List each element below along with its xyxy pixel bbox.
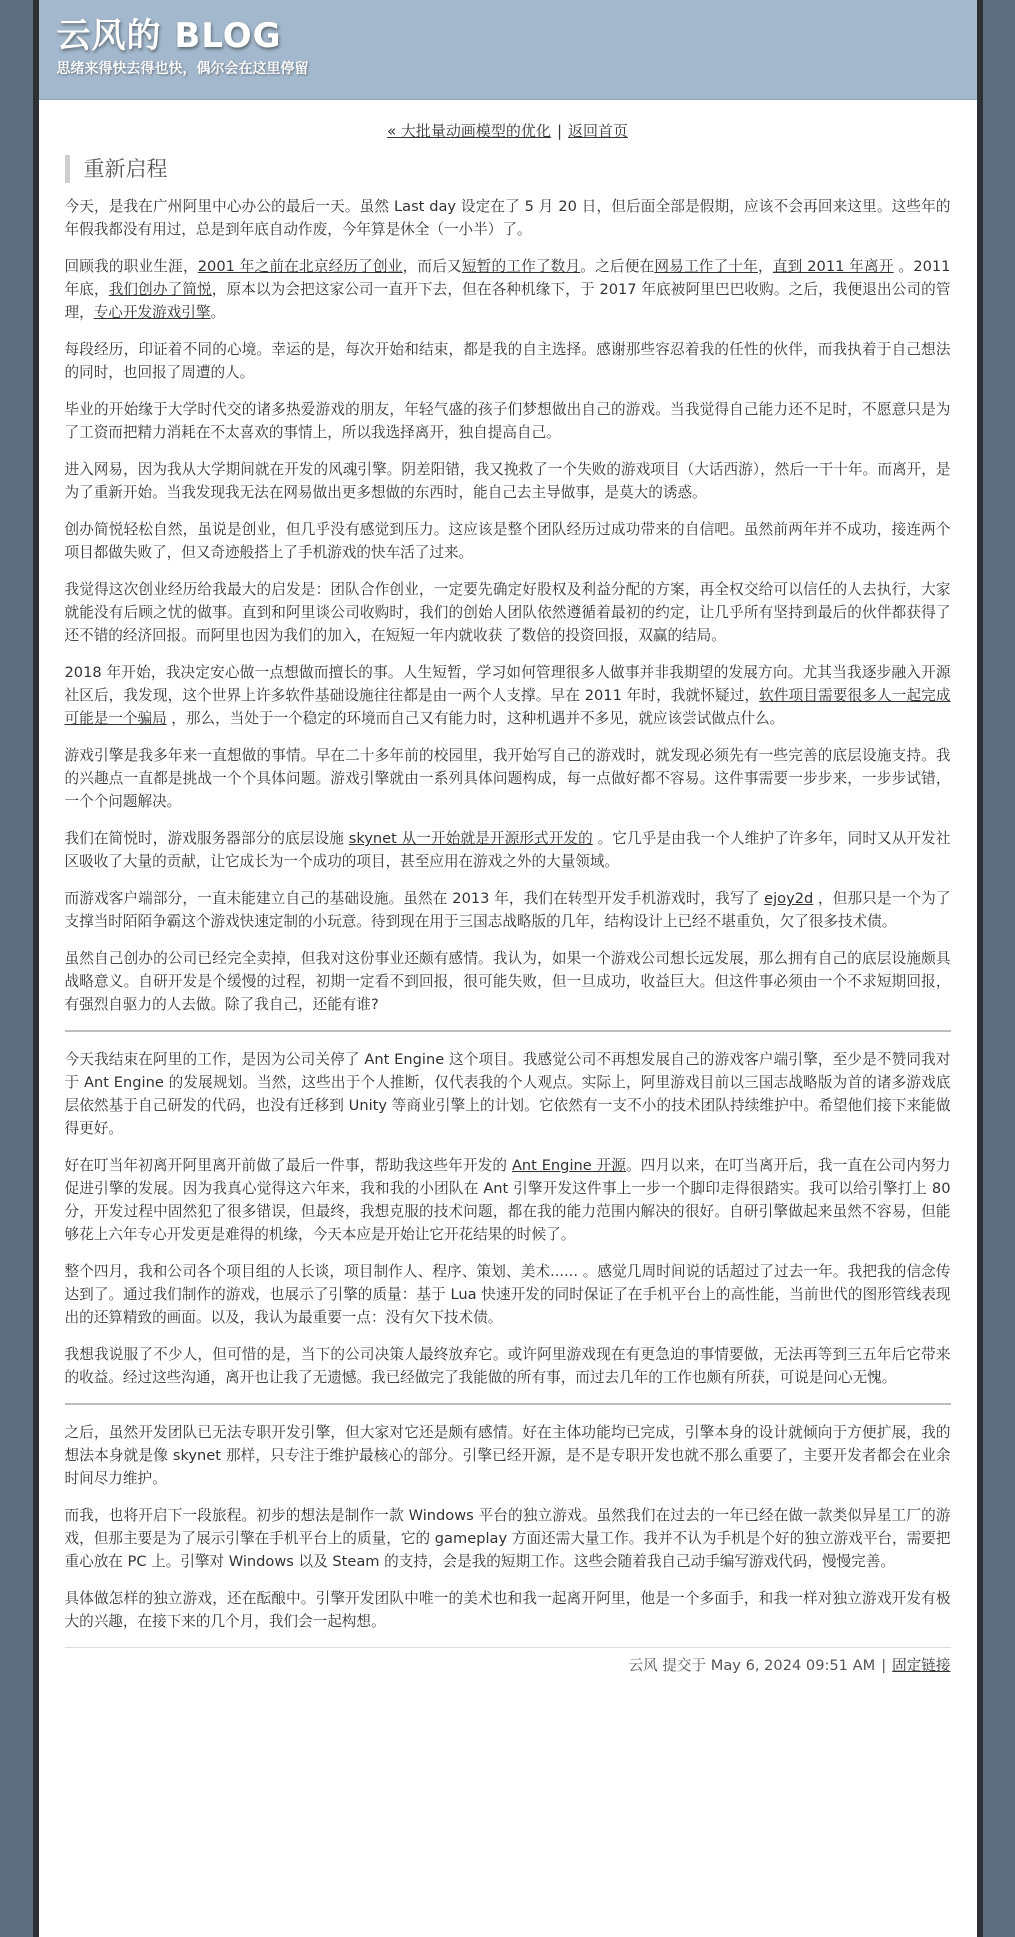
post-paragraph [65, 744, 951, 813]
paragraph-text: 。它几乎是由我一个人维护了许多年，同时又从开发社区吸收了大量的贡献，让它成长为一个成功的项目，甚至应用在游戏之外的大量领域。 [64, 830, 951, 870]
paragraph-text: ，而后又 [402, 258, 462, 275]
paragraph-text: ，那么，当处于一个稳定的环境而自己又有能力时，这种机遇并不多见，就应该尝试做点什么。 [166, 710, 785, 727]
inline-link[interactable]: 软件项目需要很多人一起完成可能是一个骗局 [64, 687, 951, 727]
paragraph-text: 今天，是我在广州阿里中心办公的最后一天。虽然 Last day 设定在了 5 月 20 日，但后面全部是假期，应该不会再回来这里。这些年的年假我都没有用过，总是到年底自动作废，今年算是休全（一小半）了。 [64, 198, 951, 238]
paragraph-text: 我想我说服了不少人，但可惜的是，当下的公司决策人最终放弃它。或许阿里游戏现在有更急迫的事情要做，无法再等到三五年后它带来的收益。经过这些沟通，离开也让我了无遗憾。我已经做完了我能做的所有事，而过去几年的工作也颇有所获，可说是问心无愧。 [64, 1346, 951, 1386]
inline-link[interactable]: skynet 从一开始就是开源形式开发的 [348, 830, 593, 847]
inline-link[interactable]: ejoy2d [764, 890, 814, 907]
paragraph-text: 好在叮当年初离开阿里离开前做了最后一件事，帮助我这些年开发的 [64, 1157, 512, 1174]
site-header [39, 0, 977, 100]
paragraph-text: 。之后便在 [580, 258, 655, 275]
post-paragraph [65, 1048, 951, 1140]
paragraph-text: 我们在简悦时，游戏服务器部分的底层设施 [64, 830, 349, 847]
paragraph-text: 整个四月，我和公司各个项目组的人长谈，项目制作人、程序、策划、美术...... 。感觉几周时间说的话超过了过去一年。我把我的信念传达到了。通过我们制作的游戏，也展示了引擎的质量：基于 Lua 快速开发的同时保证了在手机平台上的高性能，当前世代的图形管线表现出的还算精致的画面。以及，我认为最重要一点：没有欠下技术债。 [64, 1263, 951, 1326]
post-paragraph [65, 578, 951, 647]
section-divider [65, 1403, 951, 1405]
post-paragraph [65, 1587, 951, 1633]
paragraph-text: 进入网易，因为我从大学期间就在开发的风魂引擎。阴差阳错，我又挽救了一个失败的游戏项目（大话西游），然后一干十年。而离开，是为了重新开始。当我发现我无法在网易做出更多想做的东西时，能自己去主导做事，是莫大的诱惑。 [64, 461, 951, 501]
permalink-link[interactable]: 固定链接 [892, 1657, 951, 1674]
post-paragraph [65, 338, 951, 384]
post-meta: 云风 提交于 May 6, 2024 09:51 AM [628, 1657, 876, 1674]
paragraph-text: 毕业的开始缘于大学时代交的诸多热爱游戏的朋友，年轻气盛的孩子们梦想做出自己的游戏。当我觉得自己能力还不足时，不愿意只是为了工资而把精力消耗在不太喜欢的事情上，所以我选择离开，独自提高自己。 [64, 401, 951, 441]
home-link[interactable]: 返回首页 [568, 122, 629, 140]
post-paragraph [65, 1343, 951, 1389]
paragraph-text: ， [757, 258, 773, 275]
nav-separator: | [556, 122, 562, 140]
paragraph-text: 。 [210, 304, 226, 321]
post-paragraph [65, 947, 951, 1016]
paragraph-text: 我觉得这次创业经历给我最大的启发是：团队合作创业，一定要先确定好股权及利益分配的方案，再全权交给可以信任的人去执行，大家就能没有后顾之忧的做事。直到和阿里谈公司收购时，我们的创始人团队依然遵循着最初的约定，让几乎所有坚持到最后的伙伴都获得了还不错的经济回报。而阿里也因为我们的加入，在短短一年内就收获 了数倍的投资回报，双赢的结局。 [64, 581, 951, 644]
paragraph-text: 回顾我的职业生涯， [64, 258, 198, 275]
section-divider [65, 1030, 951, 1032]
post-footer [65, 1647, 951, 1675]
inline-link[interactable]: 网易工作了十年 [654, 258, 758, 275]
paragraph-text: ，但那只是一个为了支撑当时陌陌争霸这个游戏快速定制的小玩意。待到现在用于三国志战略版的几年，结构设计上已经不堪重负，欠了很多技术债。 [64, 890, 951, 930]
paragraph-text: 。2011 年底， [64, 258, 951, 298]
post-paragraph [65, 195, 951, 241]
paragraph-text: 而我，也将开启下一段旅程。初步的想法是制作一款 Windows 平台的独立游戏。虽然我们在过去的一年已经在做一款类似异星工厂的游戏，但那主要是为了展示引擎在手机平台上的质量，它的 gameplay 方面还需大量工作。我并不认为手机是个好的独立游戏平台，需要把重心放在 PC 上。引擎对 Windows 以及 Steam 的支持，会是我的短期工作。这些会随着我自己动手编写游戏代码，慢慢完善。 [64, 1507, 951, 1570]
post-navigation [65, 120, 951, 141]
post-paragraph [65, 1260, 951, 1329]
inline-link[interactable]: 直到 2011 年离开 [772, 258, 894, 275]
site-title[interactable]: 云风的 BLOG [56, 16, 282, 56]
paragraph-text: ，原本以为会把这家公司一直开下去，但在各种机缘下，于 2017 年底被阿里巴巴收购。之后，我便退出公司的管理， [64, 281, 951, 321]
post-paragraph [65, 1504, 951, 1573]
paragraph-text: 。四月以来，在叮当离开后，我一直在公司内努力促进引擎的发展。因为我真心觉得这六年来，我和我的小团队在 Ant 引擎开发这件事上一步一个脚印走得很踏实。我可以给引擎打上 80 分，开发过程中固然犯了很多错误，但最终，我想克服的技术问题，都在我的能力范围内解决的很好。自研引擎做起来虽然不容易，但能够花上六年专心开发更是难得的机缘，今天本应是开始让它开花结果的时候了。 [64, 1157, 951, 1243]
post-paragraph [65, 887, 951, 933]
post-paragraph [65, 827, 951, 873]
site-subtitle: 思绪来得快去得也快，偶尔会在这里停留 [56, 61, 309, 77]
page [33, 0, 983, 1937]
post-paragraph [65, 255, 951, 324]
paragraph-text: 具体做怎样的独立游戏，还在酝酿中。引擎开发团队中唯一的美术也和我一起离开阿里，他是一个多面手，和我一样对独立游戏开发有极大的兴趣，在接下来的几个月，我们会一起构想。 [64, 1590, 951, 1630]
inline-link[interactable]: 2001 年之前在北京经历了创业 [197, 258, 403, 275]
paragraph-text: 之后，虽然开发团队已无法专职开发引擎，但大家对它还是颇有感情。好在主体功能均已完成，引擎本身的设计就倾向于方便扩展，我的想法本身就是像 skynet 那样，只专注于维护最核心的部分。引擎已经开源，是不是专职开发也就不那么重要了，主要开发者都会在业余时间尽力维护。 [64, 1424, 951, 1487]
paragraph-text: 虽然自己创办的公司已经完全卖掉，但我对这份事业还颇有感情。我认为，如果一个游戏公司想长远发展，那么拥有自己的底层设施颇具战略意义。自研开发是个缓慢的过程，初期一定看不到回报，很可能失败，但一旦成功，收益巨大。但这件事必须由一个不求短期回报，有强烈自驱力的人去做。除了我自己，还能有谁? [64, 950, 951, 1013]
post-paragraph [65, 1421, 951, 1490]
inline-link[interactable]: 专心开发游戏引擎 [93, 304, 211, 321]
post-title: 重新启程 [65, 155, 951, 183]
post-content [39, 120, 977, 1675]
inline-link[interactable]: 短暂的工作了数月 [461, 258, 581, 275]
paragraph-text: 创办简悦轻松自然，虽说是创业，但几乎没有感觉到压力。这应该是整个团队经历过成功带来的自信吧。虽然前两年并不成功，接连两个项目都做失败了，但又奇迹般搭上了手机游戏的快车活了过来。 [64, 521, 951, 561]
prev-post-link[interactable]: « 大批量动画模型的优化 [386, 122, 551, 140]
inline-link[interactable]: 我们创办了简悦 [108, 281, 212, 298]
post-paragraph [65, 1154, 951, 1246]
paragraph-text: 2018 年开始，我决定安心做一点想做而擅长的事。人生短暂，学习如何管理很多人做事并非我期望的发展方向。尤其当我逐步融入开源社区后，我发现，这个世界上许多软件基础设施往往都是由一两个人支撑。早在 2011 年时，我就怀疑过， [64, 664, 951, 704]
post-paragraph [65, 398, 951, 444]
post-paragraph [65, 661, 951, 730]
post-paragraph [65, 458, 951, 504]
paragraph-text: 而游戏客户端部分，一直未能建立自己的基础设施。虽然在 2013 年，我们在转型开发手机游戏时，我写了 [64, 890, 765, 907]
paragraph-text: 游戏引擎是我多年来一直想做的事情。早在二十多年前的校园里，我开始写自己的游戏时，就发现必须先有一些完善的底层设施支持。我的兴趣点一直都是挑战一个个具体问题。游戏引擎就由一系列具体问题构成，每一点做好都不容易。这件事需要一步步来，一步步试错，一个个问题解决。 [64, 747, 951, 810]
inline-link[interactable]: Ant Engine 开源 [511, 1157, 627, 1174]
post-paragraph [65, 518, 951, 564]
post-body [65, 195, 951, 1633]
footer-separator: | [881, 1657, 887, 1674]
paragraph-text: 今天我结束在阿里的工作，是因为公司关停了 Ant Engine 这个项目。我感觉公司不再想发展自己的游戏客户端引擎，至少是不赞同我对于 Ant Engine 的发展规划。当然，这些出于个人推断，仅代表我的个人观点。实际上，阿里游戏目前以三国志战略版为首的诸多游戏底层依然基于自己研发的代码，也没有迁移到 Unity 等商业引擎上的计划。它依然有一支不小的技术团队持续维护中。希望他们接下来能做得更好。 [64, 1051, 951, 1137]
paragraph-text: 每段经历，印证着不同的心境。幸运的是，每次开始和结束，都是我的自主选择。感谢那些容忍着我的任性的伙伴，而我执着于自己想法的同时，也回报了周遭的人。 [64, 341, 951, 381]
